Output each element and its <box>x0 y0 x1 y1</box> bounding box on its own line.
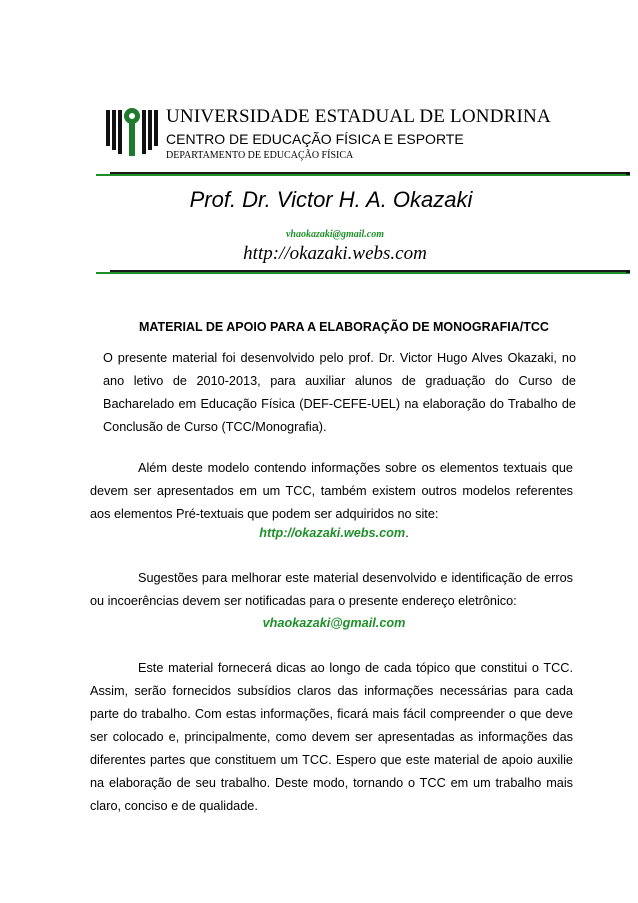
site-link-line <box>0 526 638 540</box>
university-name: UNIVERSIDADE ESTADUAL DE LONDRINA <box>166 106 551 127</box>
email-link[interactable]: vhaokazaki@gmail.com <box>262 616 406 630</box>
paragraph-intro: O presente material foi desenvolvido pelo prof. Dr. Victor Hugo Alves Okazaki, no ano letivo de 2010-2013, para auxiliar alunos de graduação do Curso de Bacharelado em Educação Física (DEF-CEFE-UEL) na elaboração do Trabalho de Conclusão de Curso (TCC/Monografia). <box>103 351 576 434</box>
uel-logo-icon <box>104 104 160 160</box>
department-name: DEPARTAMENTO DE EDUCAÇÃO FÍSICA <box>166 150 354 161</box>
header-divider-top <box>96 172 630 176</box>
document-title: MATERIAL DE APOIO PARA A ELABORAÇÃO DE MONOGRAFIA/TCC <box>139 320 549 334</box>
center-name: CENTRO DE EDUCAÇÃO FÍSICA E ESPORTE <box>166 131 464 147</box>
author-name: Prof. Dr. Victor H. A. Okazaki <box>189 187 473 212</box>
author-website[interactable]: http://okazaki.webs.com <box>243 243 427 264</box>
site-link-period: . <box>405 526 409 540</box>
paragraph-models: Além deste modelo contendo informações sobre os elementos textuais que devem ser apresentados em um TCC, também existem outros modelos referentes aos elementos Pré-textuais que podem ser adquiridos no site: <box>90 461 573 521</box>
header-divider-bottom <box>96 270 630 274</box>
author-email[interactable]: vhaokazaki@gmail.com <box>285 229 385 240</box>
paragraph-suggestions: Sugestões para melhorar este material desenvolvido e identificação de erros ou incoerências devem ser notificadas para o presente endereço eletrônico: <box>90 571 573 608</box>
email-link-line <box>0 616 638 630</box>
paragraph-tips: Este material fornecerá dicas ao longo de cada tópico que constitui o TCC. Assim, serão fornecidos subsídios claros das informações necessárias para cada parte do trabalho. Com estas informações, ficará mais fácil compreender o que deve ser colocado e, principalmente, como devem ser apresentadas as informações das diferentes partes que constituem um TCC. Espero que este material de apoio auxilie na elaboração de seu trabalho. Deste modo, tornando o TCC em um trabalho mais claro, conciso e de qualidade. <box>90 661 573 813</box>
site-link[interactable]: http://okazaki.webs.com <box>259 526 406 540</box>
